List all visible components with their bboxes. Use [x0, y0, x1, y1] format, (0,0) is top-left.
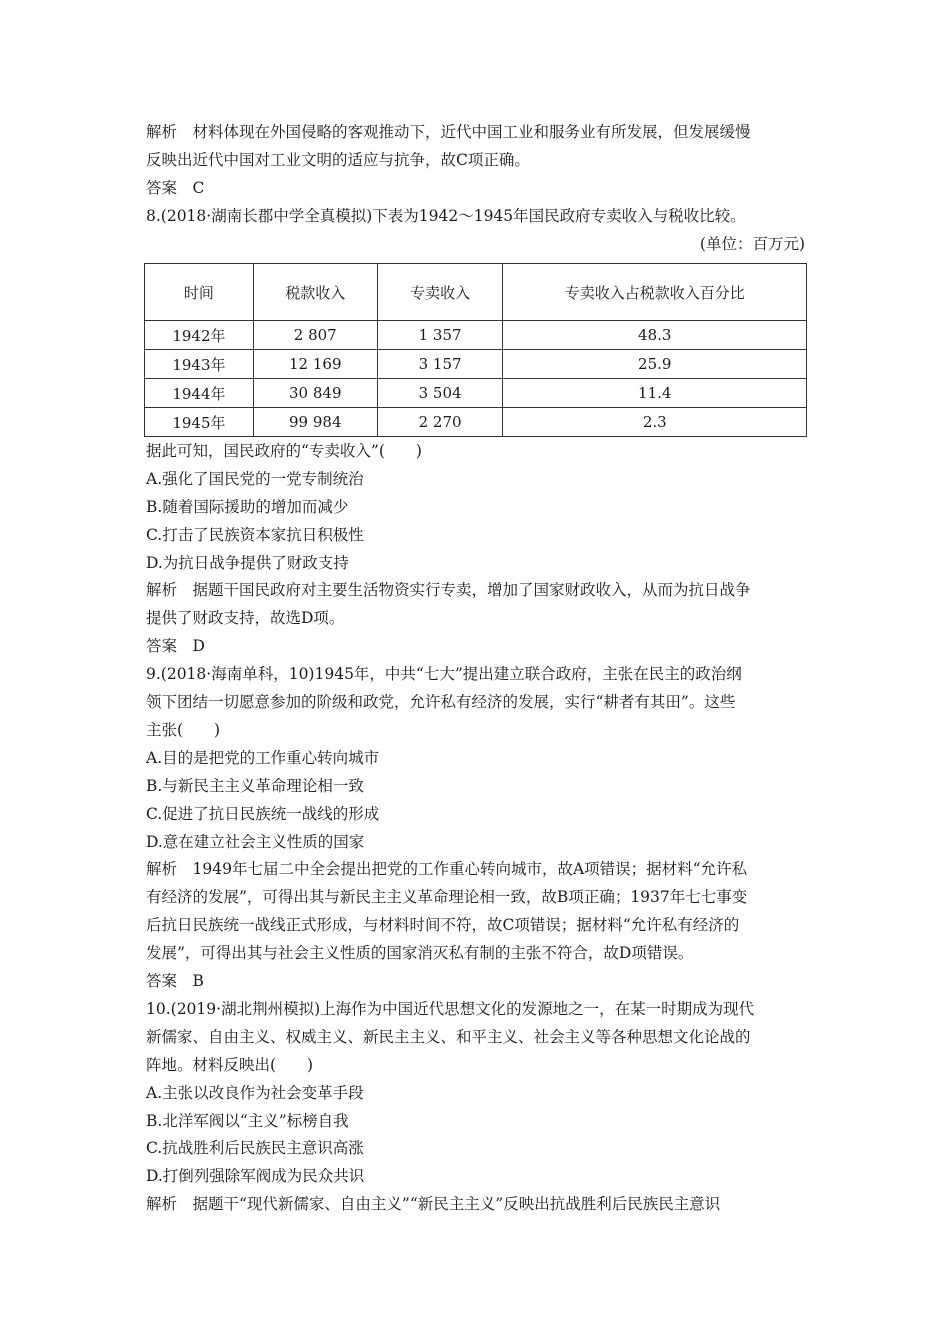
header-time: 时间 [145, 264, 254, 321]
q8-option-a: A.强化了国民党的一党专制统治 [146, 470, 364, 488]
cell-monopoly: 1 357 [377, 321, 503, 350]
header-tax-income: 税款收入 [253, 264, 377, 321]
cell-year: 1944年 [145, 379, 254, 408]
cell-year: 1943年 [145, 350, 254, 379]
cell-tax: 12 169 [253, 350, 377, 379]
table-header-row [145, 264, 807, 321]
q9-analysis-line-3: 后抗日民族统一战线正式形成，与材料时间不符，故C项错误；据材料“允许私有经济的 [146, 916, 740, 934]
q10-stem-line-3: 阵地。材料反映出( ) [146, 1056, 314, 1074]
table-row [145, 350, 807, 379]
q9-analysis-line-4: 发展”，可得出其与社会主义性质的国家消灭私有制的主张不符合，故D项错误。 [146, 944, 694, 962]
cell-year: 1945年 [145, 408, 254, 437]
q8-data-table [144, 263, 807, 437]
q9-analysis-line-1: 解析 1949年七届二中全会提出把党的工作重心转向城市，故A项错误；据材料“允许私 [146, 860, 748, 878]
header-monopoly-income: 专卖收入 [377, 264, 503, 321]
q8-option-b: B.随着国际援助的增加而减少 [146, 498, 349, 516]
q8-question: 据此可知，国民政府的“专卖收入”( ) [146, 442, 422, 460]
q10-option-c: C.抗战胜利后民族民主意识高涨 [146, 1139, 364, 1157]
q8-stem: 8.(2018·湖南长郡中学全真模拟)下表为1942～1945年国民政府专卖收入与税收比较。 [146, 207, 746, 225]
table-row [145, 321, 807, 350]
q9-option-a: A.目的是把党的工作重心转向城市 [146, 749, 380, 767]
q7-answer: 答案 C [146, 179, 205, 197]
q10-stem-line-2: 新儒家、自由主义、权威主义、新民主主义、和平主义、社会主义等各种思想文化论战的 [146, 1028, 751, 1046]
cell-monopoly: 3 504 [377, 379, 503, 408]
q9-analysis-line-2: 有经济的发展”，可得出其与新民主主义革命理论相一致，故B项正确；1937年七七事变 [146, 888, 748, 906]
cell-percent: 48.3 [503, 321, 807, 350]
cell-percent: 2.3 [503, 408, 807, 437]
q10-stem-line-1: 10.(2019·湖北荆州模拟)上海作为中国近代思想文化的发源地之一，在某一时期成为现代 [146, 1000, 755, 1018]
q9-option-b: B.与新民主主义革命理论相一致 [146, 777, 364, 795]
q8-analysis-line-2: 提供了财政支持，故选D项。 [146, 609, 345, 627]
q9-stem-line-1: 9.(2018·海南单科，10)1945年，中共“七大”提出建立联合政府，主张在民主的政治纲 [146, 665, 742, 683]
cell-monopoly: 2 270 [377, 408, 503, 437]
cell-percent: 11.4 [503, 379, 807, 408]
q9-option-c: C.促进了抗日民族统一战线的形成 [146, 805, 380, 823]
q9-answer: 答案 B [146, 972, 204, 990]
q9-stem-line-2: 领下团结一切愿意参加的阶级和政党，允许私有经济的发展，实行“耕者有其田”。这些 [146, 693, 736, 711]
header-percentage: 专卖收入占税款收入百分比 [503, 264, 807, 321]
q10-option-b: B.北洋军阀以“主义”标榜自我 [146, 1112, 349, 1130]
cell-year: 1942年 [145, 321, 254, 350]
table-row [145, 379, 807, 408]
q9-stem-line-3: 主张( ) [146, 721, 221, 739]
q7-analysis-line-1: 解析 材料体现在外国侵略的客观推动下，近代中国工业和服务业有所发展，但发展缓慢 [146, 123, 751, 141]
cell-tax: 99 984 [253, 408, 377, 437]
q8-table-unit: (单位：百万元) [699, 235, 805, 253]
q10-option-d: D.打倒列强除军阀成为民众共识 [146, 1167, 365, 1185]
q8-answer: 答案 D [146, 637, 205, 655]
q10-analysis-line-1: 解析 据题干“现代新儒家、自由主义”“新民主主义”反映出抗战胜利后民族民主意识 [146, 1195, 721, 1213]
q8-analysis-line-1: 解析 据题干国民政府对主要生活物资实行专卖，增加了国家财政收入，从而为抗日战争 [146, 581, 751, 599]
q7-analysis-line-2: 反映出近代中国对工业文明的适应与抗争，故C项正确。 [146, 151, 530, 169]
cell-monopoly: 3 157 [377, 350, 503, 379]
cell-tax: 30 849 [253, 379, 377, 408]
q9-option-d: D.意在建立社会主义性质的国家 [146, 833, 365, 851]
cell-tax: 2 807 [253, 321, 377, 350]
q8-option-d: D.为抗日战争提供了财政支持 [146, 554, 349, 572]
cell-percent: 25.9 [503, 350, 807, 379]
table-row [145, 408, 807, 437]
q8-option-c: C.打击了民族资本家抗日积极性 [146, 526, 364, 544]
q10-option-a: A.主张以改良作为社会变革手段 [146, 1084, 364, 1102]
